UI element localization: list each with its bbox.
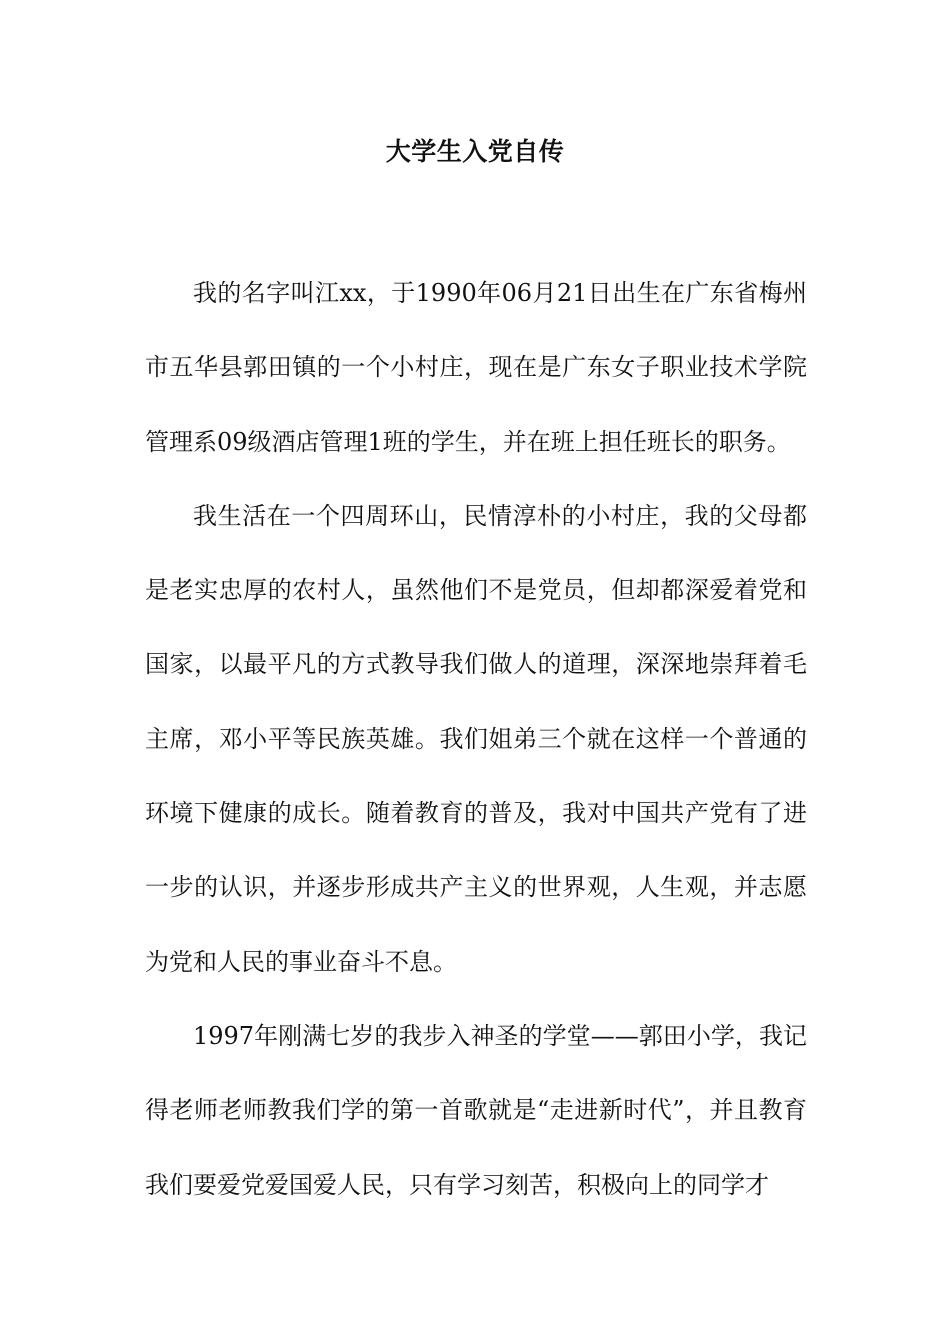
paragraph-1: 我的名字叫江xx，于1990年06月21日出生在广东省梅州市五华县郭田镇的一个小村庄，现在是广东女子职业技术学院管理系09级酒店管理1班的学生，并在班上担任班长的职务。 xyxy=(145,279,807,456)
paragraph-3: 1997年刚满七岁的我步入神圣的学堂——郭田小学，我记得老师老师教我们学的第一首歌就是“走进新时代”，并且教育我们要爱党爱国爱人民，只有学习刻苦，积极向上的同学才 xyxy=(145,1021,807,1199)
document-body xyxy=(145,256,807,1222)
document-title: 大学生入党自传 xyxy=(385,137,565,166)
paragraph-2: 我生活在一个四周环山，民情淳朴的小村庄，我的父母都是老实忠厚的农村人，虽然他们不是党员，但却都深爱着党和国家，以最平凡的方式教导我们做人的道理，深深地崇拜着毛主席，邓小平等民族英雄。我们姐弟三个就在这样一个普通的环境下健康的成长。随着教育的普及，我对中国共产党有了进一步的认识，并逐步形成共产主义的世界观，人生观，并志愿为党和人民的事业奋斗不息。 xyxy=(145,501,807,976)
